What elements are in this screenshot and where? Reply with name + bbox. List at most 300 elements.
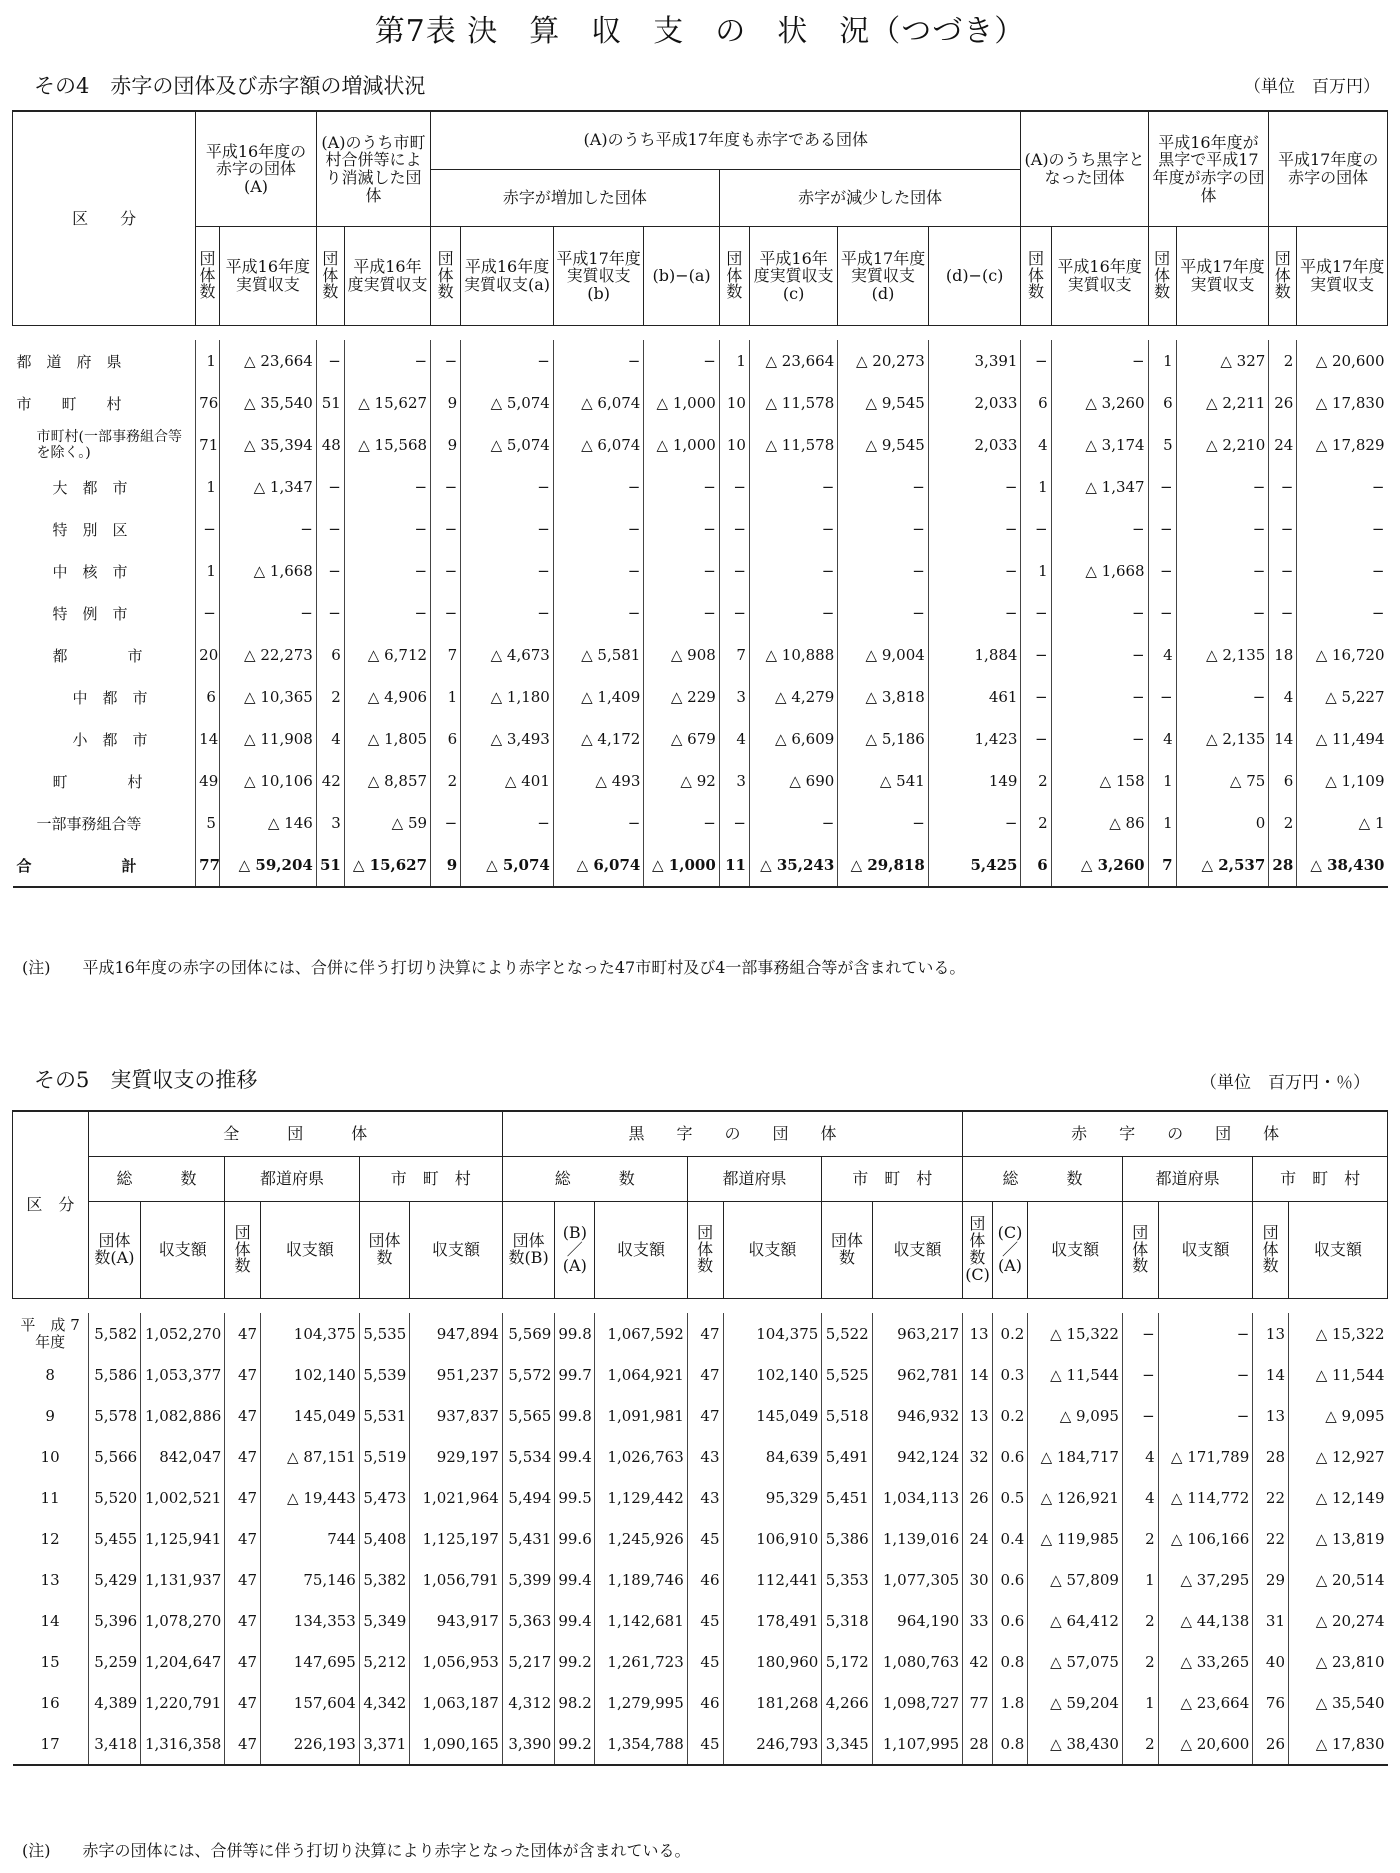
section5-note: (注) 赤字の団体には、合併等に伴う打切り決算により赤字となった団体が含まれている。 <box>22 1841 691 1860</box>
table-cell: 5,534 <box>502 1436 555 1477</box>
table-cell: 99.4 <box>555 1600 595 1641</box>
table-cell: 75,146 <box>261 1559 360 1600</box>
table-cell: △ 2,135 <box>1176 634 1269 676</box>
table-cell: 32 <box>963 1436 992 1477</box>
table-cell: − <box>553 802 644 844</box>
col-dantai: 団体数 <box>316 227 344 326</box>
table-cell: 22 <box>1253 1518 1289 1559</box>
table-cell: 1,423 <box>928 718 1021 760</box>
table-cell: 4 <box>1148 634 1176 676</box>
row-label: 大 都 市 <box>52 478 128 497</box>
table-cell: △ 22,273 <box>219 634 316 676</box>
table-cell: 226,193 <box>261 1723 360 1765</box>
col-h16-shushi: 平成16年度実質収支 <box>344 227 430 326</box>
table-cell: 5,531 <box>359 1395 409 1436</box>
table-cell: 13 <box>1253 1313 1289 1354</box>
table-cell: − <box>1297 550 1388 592</box>
table-cell: 1,021,964 <box>410 1477 503 1518</box>
table-cell: △ 37,295 <box>1158 1559 1253 1600</box>
table-cell: 10 <box>719 424 749 466</box>
table-cell: − <box>461 550 554 592</box>
table-cell: 5,566 <box>88 1436 141 1477</box>
table-cell: 3 <box>719 676 749 718</box>
table-cell: 0.6 <box>992 1600 1028 1641</box>
table-cell: 147,695 <box>261 1641 360 1682</box>
table-cell: △ 23,664 <box>749 340 837 382</box>
table-cell: − <box>431 550 461 592</box>
table-cell: △ 35,243 <box>749 844 837 887</box>
table-cell: 1,107,995 <box>872 1723 962 1765</box>
table-cell: 1,125,941 <box>141 1518 225 1559</box>
table-cell: 33 <box>963 1600 992 1641</box>
table-cell: 29 <box>1253 1559 1289 1600</box>
row-label: 市 町 村 <box>16 394 122 413</box>
table-cell: 964,190 <box>872 1600 962 1641</box>
table-cell: 842,047 <box>141 1436 225 1477</box>
table-row <box>13 1313 1388 1354</box>
header-black-total: 総 数 <box>502 1157 687 1202</box>
table-cell: − <box>928 508 1021 550</box>
table-cell: △ 6,074 <box>553 844 644 887</box>
table-cell: − <box>1122 1313 1158 1354</box>
table-cell: − <box>316 592 344 634</box>
row-label: 中 核 市 <box>52 562 128 581</box>
table-cell: △ 15,627 <box>344 382 430 424</box>
table-cell: 4,342 <box>359 1682 409 1723</box>
table-cell: △ 15,322 <box>1289 1313 1388 1354</box>
table-cell: 45 <box>687 1641 723 1682</box>
table-row <box>13 340 1388 382</box>
table-cell: △ 15,322 <box>1028 1313 1123 1354</box>
table-cell: 1 <box>1148 340 1176 382</box>
table-cell: 106,910 <box>723 1518 822 1559</box>
table-cell: 1,078,270 <box>141 1600 225 1641</box>
table-cell: 47 <box>687 1313 723 1354</box>
balance-trend-table <box>12 1110 1388 1766</box>
table-cell: 47 <box>225 1559 261 1600</box>
table-cell: △ 23,664 <box>1158 1682 1253 1723</box>
col-dantai-c: 団体数(C) <box>963 1202 992 1299</box>
table-cell: △ 1,000 <box>644 844 719 887</box>
table-cell: 26 <box>1269 382 1297 424</box>
table-cell: 3,390 <box>502 1723 555 1765</box>
header-h16-deficit: 平成16年度の赤字の団体 (A) <box>196 111 317 227</box>
row-label: 15 <box>40 1652 60 1671</box>
table-cell: △ 57,809 <box>1028 1559 1123 1600</box>
table-cell: △ 9,095 <box>1028 1395 1123 1436</box>
table-cell: − <box>461 802 554 844</box>
table-cell: 5,363 <box>502 1600 555 1641</box>
table-cell: 181,268 <box>723 1682 822 1723</box>
table-cell: △ 11,494 <box>1297 718 1388 760</box>
table-cell: − <box>1148 508 1176 550</box>
table-cell: − <box>1297 508 1388 550</box>
table-cell: − <box>719 592 749 634</box>
table-cell: 1,098,727 <box>872 1682 962 1723</box>
table-cell: 3,345 <box>822 1723 872 1765</box>
table-cell: 1,026,763 <box>595 1436 687 1477</box>
row-label: 平 成 7年度 <box>20 1316 80 1351</box>
row-label: 14 <box>40 1611 60 1630</box>
table-cell: △ 4,172 <box>553 718 644 760</box>
header-all-muni: 市 町 村 <box>359 1157 502 1202</box>
table-cell: 99.2 <box>555 1723 595 1765</box>
table-cell: − <box>461 466 554 508</box>
table-cell: 40 <box>1253 1641 1289 1682</box>
table-cell: − <box>1051 592 1148 634</box>
table-cell: − <box>553 508 644 550</box>
table-cell: − <box>1269 550 1297 592</box>
table-cell: 46 <box>687 1559 723 1600</box>
table-cell: 4 <box>316 718 344 760</box>
table-cell: 30 <box>963 1559 992 1600</box>
table-cell: 102,140 <box>723 1354 822 1395</box>
table-cell: 4,266 <box>822 1682 872 1723</box>
table-cell: 2 <box>1021 760 1051 802</box>
table-cell: − <box>1176 592 1269 634</box>
table-cell: 1,056,791 <box>410 1559 503 1600</box>
table-cell: 1,002,521 <box>141 1477 225 1518</box>
table-cell: 3,371 <box>359 1723 409 1765</box>
table-cell: 47 <box>225 1354 261 1395</box>
col-shushi: 収支額 <box>723 1202 822 1299</box>
table-cell: 2 <box>1122 1600 1158 1641</box>
table-cell: − <box>719 508 749 550</box>
table-cell: 1 <box>196 550 220 592</box>
table-cell: − <box>1051 676 1148 718</box>
table-cell: △ 29,818 <box>838 844 929 887</box>
table-cell: 4 <box>1269 676 1297 718</box>
table-cell: − <box>344 550 430 592</box>
table-cell: 5,429 <box>88 1559 141 1600</box>
header-red-muni: 市 町 村 <box>1253 1157 1388 1202</box>
table-cell: − <box>1021 718 1051 760</box>
table-cell: 1,204,647 <box>141 1641 225 1682</box>
table-cell: 0.6 <box>992 1559 1028 1600</box>
table-cell: △ 19,443 <box>261 1477 360 1518</box>
table-cell: 5,455 <box>88 1518 141 1559</box>
table-cell: 47 <box>225 1395 261 1436</box>
table-cell: 4 <box>1148 718 1176 760</box>
table-cell: 7 <box>719 634 749 676</box>
col-dantai: 団体数 <box>1148 227 1176 326</box>
section4-note: (注) 平成16年度の赤字の団体には、合併に伴う打切り決算により赤字となった47市町村及び4一部事務組合等が含まれている。 <box>22 958 966 977</box>
table-cell: − <box>1269 592 1297 634</box>
table-cell: △ 4,279 <box>749 676 837 718</box>
col-dantai-b: 団体数(B) <box>502 1202 555 1299</box>
table-cell: − <box>196 508 220 550</box>
table-cell: 1,052,270 <box>141 1313 225 1354</box>
table-cell: − <box>219 508 316 550</box>
table-row <box>13 1436 1388 1477</box>
col-dantai: 団体数 <box>225 1202 261 1299</box>
table-row <box>13 802 1388 844</box>
table-cell: 6 <box>316 634 344 676</box>
table-cell: − <box>838 466 929 508</box>
col-h16-a: 平成16年度実質収支(a) <box>461 227 554 326</box>
table-cell: 3 <box>719 760 749 802</box>
table-cell: − <box>719 802 749 844</box>
table-row <box>13 466 1388 508</box>
table-cell: △ 92 <box>644 760 719 802</box>
header-increase: 赤字が増加した団体 <box>431 169 720 226</box>
table-cell: − <box>344 592 430 634</box>
table-cell: 6 <box>431 718 461 760</box>
table-cell: − <box>749 592 837 634</box>
table-cell: 47 <box>687 1354 723 1395</box>
table-cell: △ 6,609 <box>749 718 837 760</box>
table-row <box>13 1723 1388 1765</box>
table-cell: 1,125,197 <box>410 1518 503 1559</box>
table-cell: 9 <box>431 844 461 887</box>
table-cell: 47 <box>225 1682 261 1723</box>
table-cell: − <box>749 550 837 592</box>
table-cell: △ 401 <box>461 760 554 802</box>
table-cell: △ 171,789 <box>1158 1436 1253 1477</box>
table-cell: 24 <box>1269 424 1297 466</box>
table-cell: △ 15,627 <box>344 844 430 887</box>
table-cell: − <box>1297 592 1388 634</box>
header-kubun: 区 分 <box>13 111 196 326</box>
table-cell: 5,586 <box>88 1354 141 1395</box>
table-cell: − <box>316 508 344 550</box>
table-cell: − <box>316 466 344 508</box>
table-cell: 1,884 <box>928 634 1021 676</box>
table-cell: △ 119,985 <box>1028 1518 1123 1559</box>
table-cell: △ 493 <box>553 760 644 802</box>
table-row <box>13 1477 1388 1518</box>
table-cell: 20 <box>196 634 220 676</box>
table-cell: − <box>644 550 719 592</box>
row-label: 中 都 市 <box>72 688 148 707</box>
table-row <box>13 1354 1388 1395</box>
table-cell: △ 15,568 <box>344 424 430 466</box>
table-cell: − <box>553 592 644 634</box>
table-cell: 14 <box>1269 718 1297 760</box>
table-row <box>13 718 1388 760</box>
table-cell: 5,386 <box>822 1518 872 1559</box>
table-row <box>13 1559 1388 1600</box>
table-cell: − <box>1297 466 1388 508</box>
table-cell: 5,212 <box>359 1641 409 1682</box>
table-cell: − <box>461 508 554 550</box>
table-cell: △ 1,180 <box>461 676 554 718</box>
table-cell: △ 11,578 <box>749 424 837 466</box>
table-cell: 47 <box>225 1477 261 1518</box>
table-cell: 5,408 <box>359 1518 409 1559</box>
table-cell: 5,565 <box>502 1395 555 1436</box>
table-cell: 112,441 <box>723 1559 822 1600</box>
table-cell: 13 <box>963 1313 992 1354</box>
header-decrease: 赤字が減少した団体 <box>719 169 1021 226</box>
table-cell: 4 <box>1021 424 1051 466</box>
table-cell: 1,063,187 <box>410 1682 503 1723</box>
table-cell: △ 10,365 <box>219 676 316 718</box>
row-label: 16 <box>40 1693 60 1712</box>
header-merged: (A)のうち市町村合併等により消滅した団体 <box>316 111 430 227</box>
table-cell: △ 8,857 <box>344 760 430 802</box>
table-cell: − <box>644 802 719 844</box>
table-cell: △ 38,430 <box>1028 1723 1123 1765</box>
table-cell: − <box>1176 550 1269 592</box>
table-cell: 43 <box>687 1477 723 1518</box>
table-cell: △ 5,074 <box>461 382 554 424</box>
table-cell: 45 <box>687 1600 723 1641</box>
table-cell: 102,140 <box>261 1354 360 1395</box>
table-cell: − <box>431 340 461 382</box>
table-row <box>13 634 1388 676</box>
table-cell: − <box>1158 1313 1253 1354</box>
table-cell: 76 <box>196 382 220 424</box>
table-cell: − <box>1176 676 1269 718</box>
header-red-total: 総 数 <box>963 1157 1123 1202</box>
table-cell: △ 1,347 <box>219 466 316 508</box>
table-row <box>13 1395 1388 1436</box>
table-cell: 48 <box>316 424 344 466</box>
table-cell: △ 20,274 <box>1289 1600 1388 1641</box>
table-cell: 6 <box>1269 760 1297 802</box>
table-cell: 84,639 <box>723 1436 822 1477</box>
table-cell: △ 44,138 <box>1158 1600 1253 1641</box>
table-cell: △ 5,581 <box>553 634 644 676</box>
table-cell: 1,082,886 <box>141 1395 225 1436</box>
table-cell: − <box>749 508 837 550</box>
deficit-table <box>12 110 1388 888</box>
table-cell: − <box>431 466 461 508</box>
table-cell: 2,033 <box>928 424 1021 466</box>
table-cell: △ 126,921 <box>1028 1477 1123 1518</box>
table-cell: 963,217 <box>872 1313 962 1354</box>
col-ratio-ba: (B)／(A) <box>555 1202 595 1299</box>
table-cell: 47 <box>225 1313 261 1354</box>
table-cell: 6 <box>1021 382 1051 424</box>
table-cell: − <box>316 340 344 382</box>
table-cell: 47 <box>225 1600 261 1641</box>
table-cell: 0.8 <box>992 1723 1028 1765</box>
table-cell: △ 10,106 <box>219 760 316 802</box>
table-cell: △ 35,540 <box>1289 1682 1388 1723</box>
table-row <box>13 550 1388 592</box>
table-cell: △ 13,819 <box>1289 1518 1388 1559</box>
table-cell: 71 <box>196 424 220 466</box>
table-cell: △ 1,347 <box>1051 466 1148 508</box>
table-row <box>13 592 1388 634</box>
table-cell: △ 38,430 <box>1297 844 1388 887</box>
table-cell: − <box>461 340 554 382</box>
table-cell: − <box>838 550 929 592</box>
table-cell: 946,932 <box>872 1395 962 1436</box>
table-cell: − <box>1021 508 1051 550</box>
col-ratio-ca: (C)／(A) <box>992 1202 1028 1299</box>
table-cell: 1,056,953 <box>410 1641 503 1682</box>
table-cell: △ 59 <box>344 802 430 844</box>
row-label: 都 市 <box>52 646 143 665</box>
table-cell: 28 <box>963 1723 992 1765</box>
table-cell: 28 <box>1253 1436 1289 1477</box>
table-row <box>13 760 1388 802</box>
table-cell: − <box>219 592 316 634</box>
table-cell: 1 <box>1122 1682 1158 1723</box>
table-cell: 5,572 <box>502 1354 555 1395</box>
table-cell: 0.4 <box>992 1518 1028 1559</box>
table-row <box>13 424 1388 466</box>
col-h17-shushi: 平成17年度実質収支 <box>1176 227 1269 326</box>
table-cell: − <box>644 466 719 508</box>
table-cell: 6 <box>1021 844 1051 887</box>
table-cell: △ 6,074 <box>553 424 644 466</box>
table-cell: △ 5,074 <box>461 424 554 466</box>
table-cell: △ 9,545 <box>838 382 929 424</box>
table-cell: △ 17,830 <box>1289 1723 1388 1765</box>
table-cell: 1 <box>431 676 461 718</box>
table-cell: △ 20,514 <box>1289 1559 1388 1600</box>
table-cell: △ 9,095 <box>1289 1395 1388 1436</box>
table-cell: − <box>1122 1354 1158 1395</box>
row-label: 一部事務組合等 <box>36 814 142 833</box>
table-cell: 11 <box>719 844 749 887</box>
table-cell: △ 114,772 <box>1158 1477 1253 1518</box>
table-cell: △ 2,211 <box>1176 382 1269 424</box>
table-row <box>13 676 1388 718</box>
row-label: 13 <box>40 1570 60 1589</box>
table-cell: 5,172 <box>822 1641 872 1682</box>
col-b-minus-a: (b)−(a) <box>644 227 719 326</box>
table-cell: − <box>1176 508 1269 550</box>
table-cell: 1 <box>196 340 220 382</box>
table-cell: △ 1,109 <box>1297 760 1388 802</box>
table-cell: 47 <box>225 1518 261 1559</box>
table-cell: 42 <box>316 760 344 802</box>
table-cell: 5,522 <box>822 1313 872 1354</box>
table-cell: △ 59,204 <box>219 844 316 887</box>
table-cell: 5 <box>1148 424 1176 466</box>
header-all: 全 団 体 <box>88 1111 502 1157</box>
table-cell: △ 327 <box>1176 340 1269 382</box>
table-cell: − <box>553 466 644 508</box>
table-row <box>13 1641 1388 1682</box>
table-cell: − <box>1122 1395 1158 1436</box>
table-cell: 9 <box>431 382 461 424</box>
table-cell: − <box>1051 718 1148 760</box>
table-cell: 6 <box>1148 382 1176 424</box>
col-dantai: 団体数 <box>359 1202 409 1299</box>
col-dantai: 団体数 <box>431 227 461 326</box>
table-cell: 5,535 <box>359 1313 409 1354</box>
table-cell: △ 87,151 <box>261 1436 360 1477</box>
table-cell: − <box>1021 592 1051 634</box>
table-cell: 5,425 <box>928 844 1021 887</box>
table-cell: 1,067,592 <box>595 1313 687 1354</box>
table-cell: 13 <box>1253 1395 1289 1436</box>
table-cell: 942,124 <box>872 1436 962 1477</box>
table-cell: − <box>553 340 644 382</box>
table-cell: − <box>1158 1395 1253 1436</box>
table-cell: △ 9,545 <box>838 424 929 466</box>
table-cell: 0.2 <box>992 1313 1028 1354</box>
table-cell: △ 1 <box>1297 802 1388 844</box>
header-black-pref: 都道府県 <box>687 1157 822 1202</box>
table-cell: △ 3,493 <box>461 718 554 760</box>
table-cell: 45 <box>687 1518 723 1559</box>
table-cell: − <box>928 550 1021 592</box>
table-cell: 24 <box>963 1518 992 1559</box>
table-cell: 951,237 <box>410 1354 503 1395</box>
col-dantai: 団体数 <box>1269 227 1297 326</box>
row-label: 市町村(一部事務組合等を除く。) <box>36 428 182 461</box>
table-cell: 99.5 <box>555 1477 595 1518</box>
table-cell: 0.6 <box>992 1436 1028 1477</box>
table-cell: 26 <box>1253 1723 1289 1765</box>
